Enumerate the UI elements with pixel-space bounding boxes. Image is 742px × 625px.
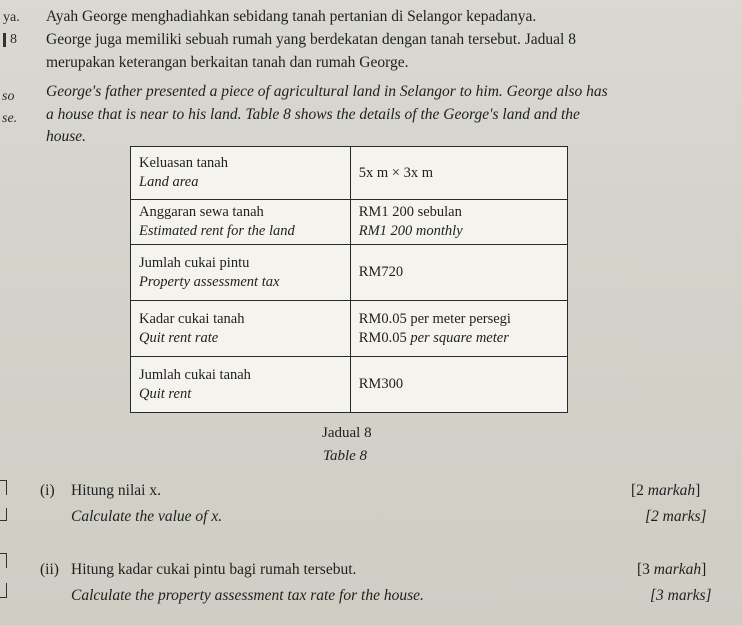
details-table <box>130 146 568 413</box>
table-row <box>131 147 568 200</box>
value-ms: RM1 200 sebulan <box>358 204 462 220</box>
margin-fragment-4: se. <box>2 111 18 126</box>
margin-bracket <box>0 583 7 598</box>
question-1-marks-en: [2 marks] <box>645 508 707 525</box>
label-ms: Keluasan tanah <box>139 155 228 171</box>
margin-fragment-1: ya. <box>3 10 20 25</box>
table-row <box>131 245 568 301</box>
value-ms: RM0.05 per meter persegi <box>358 310 511 327</box>
question-1-marks-ms: [2 markah] <box>631 482 701 499</box>
label-en: Estimated rent for the land <box>139 223 295 239</box>
question-2-text-ms: Hitung kadar cukai pintu bagi rumah tersebut. <box>71 561 357 578</box>
table-cell-label <box>131 200 351 245</box>
label-en: Land area <box>139 174 199 190</box>
table-row <box>131 200 568 245</box>
table-caption-ms: Jadual 8 <box>322 425 372 441</box>
table-cell-value <box>350 200 567 245</box>
value-ms: 5x m × 3x m <box>358 164 433 181</box>
question-1-number: (i) <box>40 482 55 499</box>
value-ms: RM720 <box>358 264 404 280</box>
paragraph-en-line-2: a house that is near to his land. Table 8 shows the details of the George's land and the <box>46 106 580 123</box>
question-2-marks-ms: [3 markah] <box>637 561 707 578</box>
paragraph-en-line-3: house. <box>46 128 87 145</box>
value-ms: RM300 <box>358 376 404 392</box>
label-en: Property assessment tax <box>139 273 280 290</box>
label-ms: Jumlah cukai pintu <box>139 254 250 271</box>
margin-bracket <box>0 480 7 495</box>
table-cell-label <box>131 357 351 413</box>
label-ms: Anggaran sewa tanah <box>139 204 264 220</box>
table-cell-value <box>350 301 567 357</box>
label-en: Quit rent rate <box>139 329 219 346</box>
table-caption-en: Table 8 <box>323 448 368 464</box>
margin-bracket <box>0 553 7 568</box>
table-cell-value <box>350 357 567 413</box>
table-cell-value <box>350 147 567 200</box>
paragraph-ms-line-2: George juga memiliki sebuah rumah yang berdekatan dengan tanah tersebut. Jadual 8 <box>46 31 576 48</box>
table-cell-label <box>131 147 351 200</box>
table-row <box>131 357 568 413</box>
margin-fragment-2: 8 <box>3 32 17 48</box>
value-en: RM0.05 per square meter <box>358 329 509 346</box>
paragraph-en-line-1: George's father presented a piece of agricultural land in Selangor to him. George also has <box>46 83 608 100</box>
table-cell-label <box>131 245 351 301</box>
question-1-text-ms: Hitung nilai x. <box>71 482 161 499</box>
paragraph-ms-line-3: merupakan keterangan berkaitan tanah dan rumah George. <box>46 54 409 71</box>
value-en: RM1 200 monthly <box>358 223 463 239</box>
question-2-number: (ii) <box>40 561 59 578</box>
label-ms: Jumlah cukai tanah <box>139 366 251 383</box>
paragraph-ms-line-1: Ayah George menghadiahkan sebidang tanah pertanian di Selangor kepadanya. <box>46 8 537 25</box>
label-ms: Kadar cukai tanah <box>139 310 245 327</box>
table-cell-label <box>131 301 351 357</box>
table-row <box>131 301 568 357</box>
margin-bracket <box>0 508 7 521</box>
question-1-text-en: Calculate the value of x. <box>71 508 223 525</box>
question-2-marks-en: [3 marks] <box>650 587 712 604</box>
label-en: Quit rent <box>139 385 192 402</box>
table-cell-value <box>350 245 567 301</box>
question-2-text-en: Calculate the property assessment tax rate for the house. <box>71 587 424 604</box>
margin-fragment-3: so <box>2 89 15 104</box>
